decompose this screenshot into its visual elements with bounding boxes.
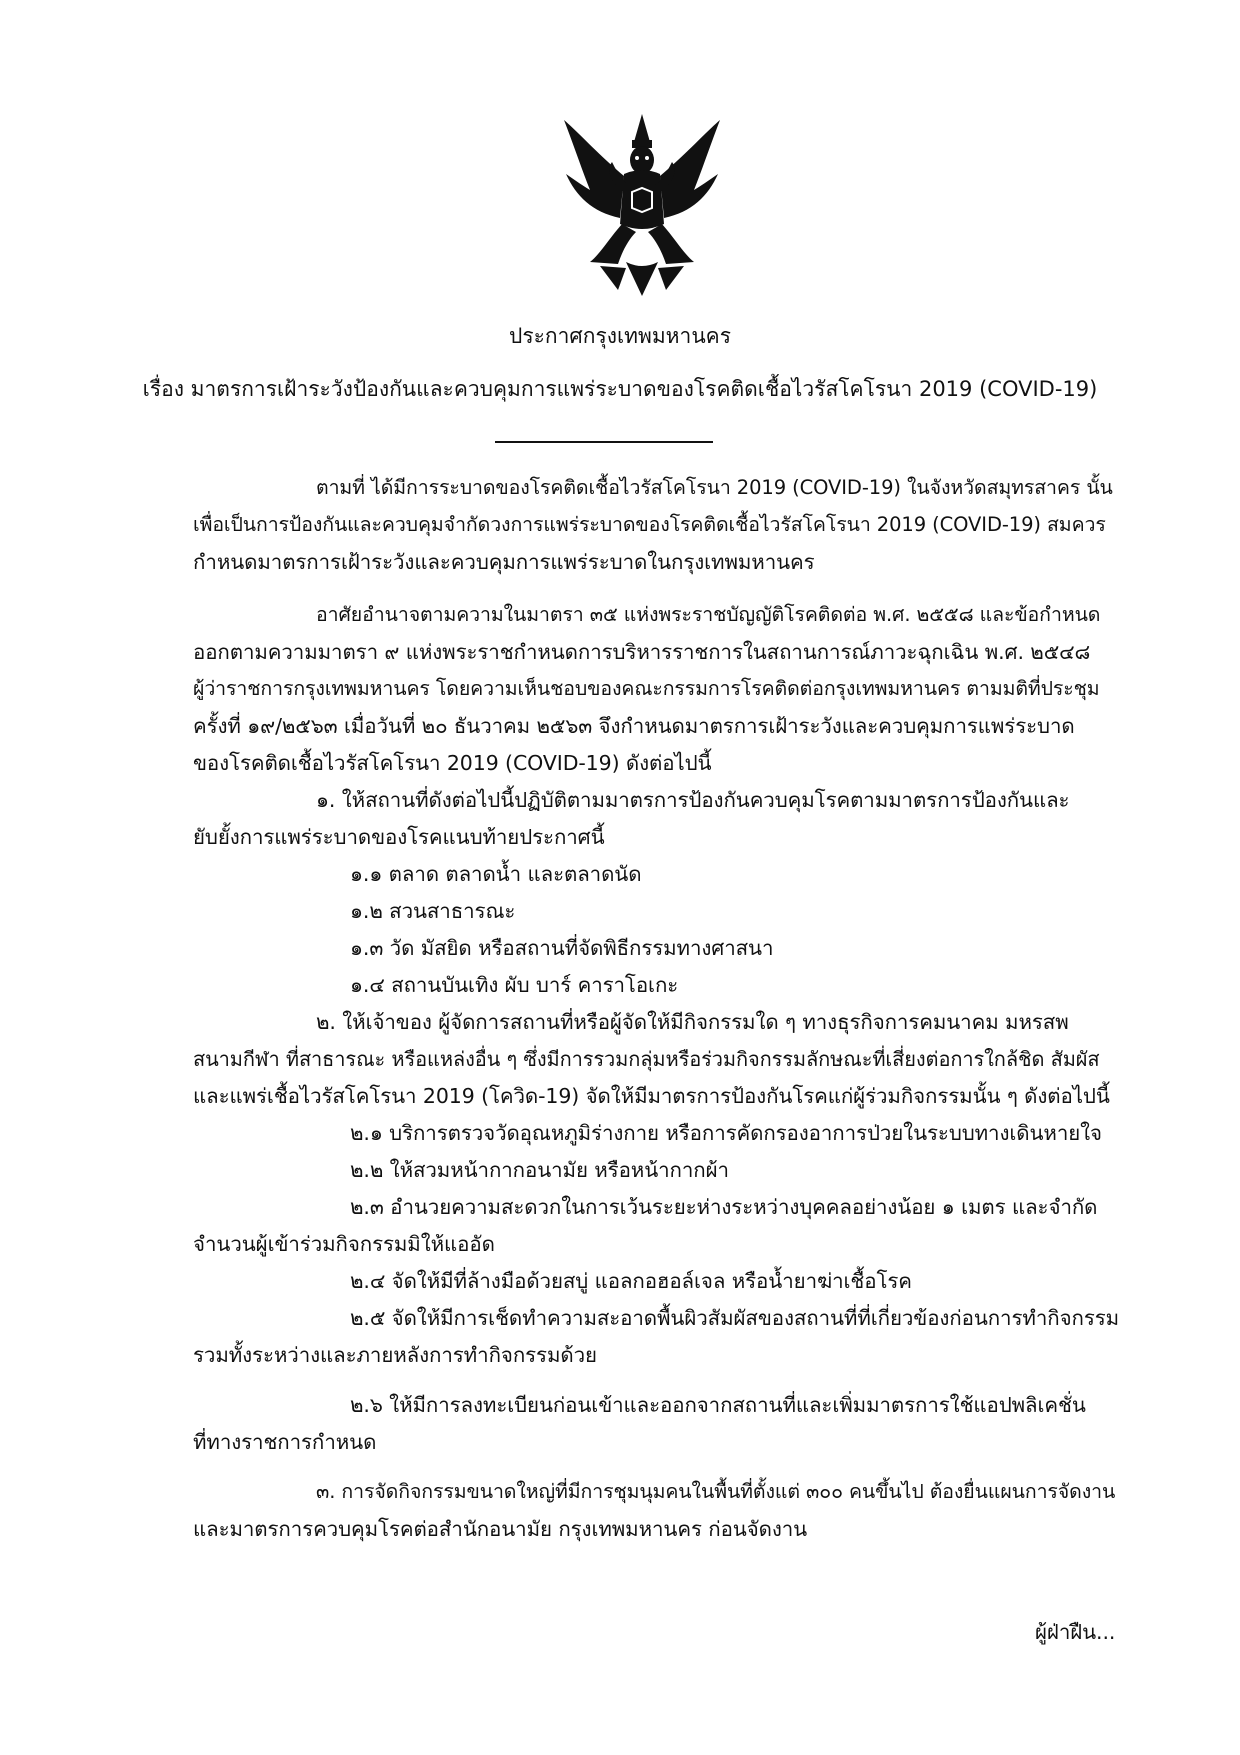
title-divider (495, 441, 713, 443)
list-item: ๓. การจัดกิจกรรมขนาดใหญ่ที่มีการชุมนุมคนในพื้นที่ตั้งแต่ ๓๐๐ คนขึ้นไป ต้องยื่นแผนการจัดงาน (316, 1480, 1116, 1503)
paragraph-line: ครั้งที่ ๑๙/๒๕๖๓ เมื่อวันที่ ๒๐ ธันวาคม ๒๕๖๓ จึงกำหนดมาตรการเฝ้าระวังและควบคุมการแพร่ระบาด (193, 714, 1075, 738)
paragraph-line: ตามที่ ได้มีการระบาดของโรคติดเชื้อไวรัสโคโรนา 2019 (COVID-19) ในจังหวัดสมุทรสาคร นั้น (316, 476, 1113, 499)
garuda-emblem-icon (560, 112, 725, 297)
sub-list-item: ๒.๑ บริการตรวจวัดอุณหภูมิร่างกาย หรือการคัดกรองอาการป่วยในระบบทางเดินหายใจ (350, 1121, 1102, 1145)
paragraph-line: เพื่อเป็นการป้องกันและควบคุมจำกัดวงการแพร่ระบาดของโรคติดเชื้อไวรัสโคโรนา 2019 (COVID-19) สมควร (193, 513, 1106, 536)
paragraph-line: อาศัยอำนาจตามความในมาตรา ๓๕ แห่งพระราชบัญญัติโรคติดต่อ พ.ศ. ๒๕๕๘ และข้อกำหนด (316, 603, 1101, 626)
sub-list-item: ๑.๔ สถานบันเทิง ผับ บาร์ คาราโอเกะ (350, 973, 679, 997)
sub-list-item: ๑.๒ สวนสาธารณะ (350, 899, 516, 923)
sub-list-item: ๒.๒ ให้สวมหน้ากากอนามัย หรือหน้ากากผ้า (350, 1158, 729, 1182)
sub-list-item: ๒.๓ อำนวยความสะดวกในการเว้นระยะห่างระหว่างบุคคลอย่างน้อย ๑ เมตร และจำกัด (350, 1195, 1098, 1219)
paragraph-line: ออกตามความมาตรา ๙ แห่งพระราชกำหนดการบริหารราชการในสถานการณ์ภาวะฉุกเฉิน พ.ศ. ๒๕๔๘ (193, 640, 1091, 664)
list-item-continuation: และแพร่เชื้อไวรัสโคโรนา 2019 (โควิด-19) จัดให้มีมาตรการป้องกันโรคแก่ผู้ร่วมกิจกรรมนั้น ๆ ดังต่อไปนี้ (193, 1084, 1110, 1108)
sub-list-item-continuation: จำนวนผู้เข้าร่วมกิจกรรมมิให้แออัด (193, 1232, 495, 1256)
sub-list-item: ๒.๔ จัดให้มีที่ล้างมือด้วยสบู่ แอลกอฮอล์เจล หรือน้ำยาฆ่าเชื้อโรค (350, 1269, 912, 1293)
sub-list-item-continuation: รวมทั้งระหว่างและภายหลังการทำกิจกรรมด้วย (193, 1343, 597, 1367)
document-subject: เรื่อง มาตรการเฝ้าระวังป้องกันและควบคุมการแพร่ระบาดของโรคติดเชื้อไวรัสโคโรนา 2019 (COVID-19) (142, 377, 1098, 401)
list-item: ๒. ให้เจ้าของ ผู้จัดการสถานที่หรือผู้จัดให้มีกิจกรรมใด ๆ ทางธุรกิจการคมนาคม มหรสพ (316, 1010, 1069, 1034)
list-item-continuation: ยับยั้งการแพร่ระบาดของโรคแนบท้ายประกาศนี้ (193, 825, 605, 849)
sub-list-item: ๑.๑ ตลาด ตลาดน้ำ และตลาดนัด (350, 862, 642, 886)
list-item-continuation: สนามกีฬา ที่สาธารณะ หรือแหล่งอื่น ๆ ซึ่งมีการรวมกลุ่มหรือร่วมกิจกรรมลักษณะที่เสี่ยงต่อการใกล้ชิด สัมผัส (193, 1047, 1100, 1071)
sub-list-item-continuation: ที่ทางราชการกำหนด (193, 1430, 377, 1454)
paragraph-line: ผู้ว่าราชการกรุงเทพมหานคร โดยความเห็นชอบของคณะกรรมการโรคติดต่อกรุงเทพมหานคร ตามมติที่ประชุม (193, 677, 1100, 700)
sub-list-item: ๑.๓ วัด มัสยิด หรือสถานที่จัดพิธีกรรมทางศาสนา (350, 936, 774, 960)
list-item: ๑. ให้สถานที่ดังต่อไปนี้ปฏิบัติตามมาตรการป้องกันควบคุมโรคตามมาตรการป้องกันและ (316, 788, 1070, 812)
sub-list-item: ๒.๖ ให้มีการลงทะเบียนก่อนเข้าและออกจากสถานที่และเพิ่มมาตรการใช้แอปพลิเคชั่น (350, 1393, 1086, 1417)
page-continuation: ผู้ฝ่าฝืน... (1035, 1620, 1116, 1644)
paragraph-line: ของโรคติดเชื้อไวรัสโคโรนา 2019 (COVID-19) ดังต่อไปนี้ (193, 751, 712, 775)
paragraph-line: กำหนดมาตรการเฝ้าระวังและควบคุมการแพร่ระบาดในกรุงเทพมหานคร (193, 550, 815, 574)
sub-list-item: ๒.๕ จัดให้มีการเช็ดทำความสะอาดพื้นผิวสัมผัสของสถานที่ที่เกี่ยวข้องก่อนการทำกิจกรรม (350, 1306, 1120, 1330)
document-title: ประกาศกรุงเทพมหานคร (509, 324, 731, 348)
list-item-continuation: และมาตรการควบคุมโรคต่อสำนักอนามัย กรุงเทพมหานคร ก่อนจัดงาน (193, 1517, 808, 1541)
